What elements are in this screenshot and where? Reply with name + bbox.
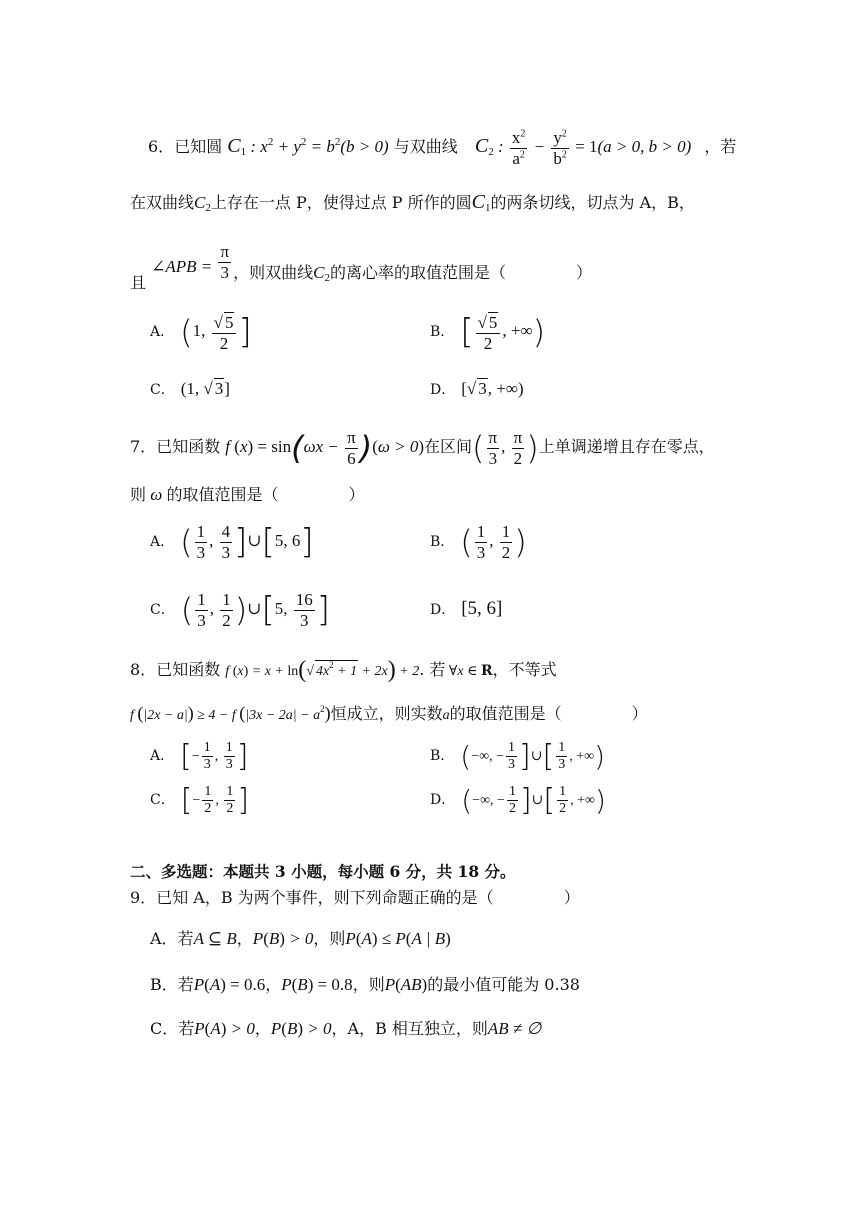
option-text: ，则	[313, 929, 346, 948]
q9-text: 已知 A，B 为两个事件，则下列命题正确的是（	[156, 888, 494, 907]
q7-text: 的取值范围是（	[166, 485, 279, 504]
q6-option-b[interactable]: B． [ $\frac{√ 5}{2}$ , +∞)	[430, 312, 546, 353]
q9-text: ）	[563, 888, 580, 907]
q7-interval: ( $\frac{\pi}{3}$ , $\frac{\pi}{2}$ )	[472, 428, 539, 468]
q6-c1: $C_1$	[471, 191, 491, 214]
option-text: ，则	[352, 975, 385, 994]
q7-line-1	[130, 428, 715, 468]
q8-text: ）	[631, 704, 648, 723]
q6-c2: $C_2$	[194, 193, 211, 214]
q7-option-d[interactable]: D． [5, 6]	[430, 598, 503, 619]
q7-number: 7．	[130, 436, 157, 456]
q6-text: 的两条切线，切点为 A，B，	[490, 193, 695, 212]
q9-number: 9．	[130, 888, 157, 907]
q7-function: f (x) = sin(ωx − $\frac{\pi}{6}$ )(ω > 0)	[225, 428, 425, 468]
q6-text: 上存在一点 P，使得过点 P 所作的圆	[210, 193, 472, 212]
q6-text: 的离心率的取值范围是（	[329, 262, 506, 282]
q7-line-2	[130, 486, 365, 503]
option-text: ，A，B 相互独立，则	[331, 1019, 488, 1038]
q8-inequality: f (|2x − a|) ≥ 4 − f $(|3x - 2a| - a^2)$	[130, 703, 331, 723]
q7-text: 已知函数	[156, 436, 221, 456]
option-label: C．	[150, 601, 175, 618]
option-text: ，	[265, 975, 282, 994]
q8-text: 恒成立，则实数	[330, 704, 443, 723]
q7-option-b[interactable]: B． ( $\frac{1}{3}$ , $\frac{1}{2}$ )	[430, 522, 527, 562]
option-text: A．若	[150, 929, 194, 948]
q7-text: 上单调递增且存在零点，	[538, 436, 715, 456]
q8-number: 8．	[130, 660, 157, 679]
q9-option-b[interactable]: B．若P(A) = 0.6，P(B) = 0.8，则P(AB)的最小值可能为 0.38	[150, 975, 580, 994]
q6-text: ，若	[704, 136, 737, 156]
q6-option-c[interactable]: C． (1, √ 3]	[150, 379, 230, 398]
q6-line-1	[148, 128, 736, 168]
q8-text: 已知函数	[156, 660, 221, 679]
option-label: D．	[430, 602, 456, 618]
q6-text: ，则双曲线	[233, 262, 314, 282]
option-label: A．	[150, 533, 175, 550]
q6-option-a[interactable]: A． (1, $\frac{√ 5}{2}$ ]	[150, 312, 252, 353]
q6-angle: ∠APB = $\frac{\pi}{3}$	[151, 242, 230, 282]
q8-option-d[interactable]: D． (−∞, − $\frac{1}{2}$ ]∪[ $\frac{1}{2}$ , +∞)	[430, 782, 606, 818]
q8-option-c[interactable]: C． [− $\frac{1}{2}$ , $\frac{1}{2}$ ]	[150, 782, 250, 818]
q9-option-a[interactable]: A．若A ⊆ B，P(B) > 0，则P(A) ≤ P(A | B)	[150, 929, 451, 948]
q6-option-d[interactable]: D． [√ 3, +∞)	[430, 379, 524, 398]
q8-function: f (x) = x + ln(√ $4x^2 + 1 + 2x) + 2$	[225, 657, 420, 683]
q6-text: 在双曲线	[130, 193, 195, 212]
option-label: A．	[150, 324, 175, 341]
option-label: C．	[150, 382, 175, 398]
q8-line-1	[130, 658, 557, 682]
option-label: D．	[430, 791, 456, 808]
q8-line-2	[130, 704, 648, 723]
q6-hyperbola-equation: $C_2$ : $\frac{x^2}{a^2}$ − $\frac{y^2}{b^2}$ = 1(a > 0, b > 0)	[474, 128, 692, 168]
option-label: B．	[430, 747, 455, 764]
option-label: B．	[430, 324, 455, 341]
option-text: ，	[236, 929, 253, 948]
q6-line-2	[130, 192, 695, 214]
q7-option-c[interactable]: C． ( $\frac{1}{3}$ , $\frac{1}{2}$ )∪[5, $\frac{16}{3}$ ]	[150, 590, 330, 631]
q6-text: 且	[130, 272, 147, 292]
q8-text: . 若	[419, 660, 446, 679]
q6-circle-equation: $C_1$ : $x^2 + y^2 = b^2(b > 0)$	[227, 134, 389, 158]
q6-c2: $C_2$	[313, 262, 330, 284]
option-text: B．若	[150, 975, 194, 994]
option-label: C．	[150, 791, 175, 808]
q8-a: a	[442, 708, 450, 723]
option-label: B．	[430, 533, 455, 550]
q7-text: ）	[348, 485, 365, 504]
q7-omega: ω	[146, 485, 167, 504]
q7-text: 则	[130, 485, 147, 504]
q7-option-a[interactable]: A． ( $\frac{1}{3}$ , $\frac{4}{3}$ ]∪[5, 6]	[150, 522, 314, 563]
q6-number: 6．	[148, 136, 175, 156]
q6-text: 已知圆	[174, 136, 223, 156]
option-text: ，	[254, 1019, 271, 1038]
option-label: A．	[150, 747, 175, 764]
q8-forall: ∀x ∈ R	[445, 663, 493, 679]
q9-option-c[interactable]: C．若P(A) > 0，P(B) > 0，A，B 相互独立，则AB ≠ ∅	[150, 1019, 542, 1038]
q6-line-3	[130, 242, 592, 292]
q8-text: 的取值范围是（	[449, 704, 562, 723]
option-text: C．若	[150, 1019, 195, 1038]
q8-option-b[interactable]: B． (−∞, − $\frac{1}{3}$ ]∪[ $\frac{1}{3}$ , +∞)	[430, 738, 606, 774]
q8-text: ，不等式	[492, 660, 557, 679]
q6-text: ）	[575, 262, 592, 282]
q7-text: 在区间	[424, 436, 473, 456]
q9-line-1	[130, 890, 580, 906]
option-text: 的最小值可能为 0.38	[427, 975, 580, 994]
q8-option-a[interactable]: A． [− $\frac{1}{3}$ , $\frac{1}{3}$ ]	[150, 738, 249, 774]
q6-text: 与双曲线	[393, 136, 458, 156]
option-label: D．	[430, 382, 456, 398]
section-2-heading: 二、多选题：本题共 3 小题，每小题 6 分，共 18 分。	[130, 862, 516, 881]
